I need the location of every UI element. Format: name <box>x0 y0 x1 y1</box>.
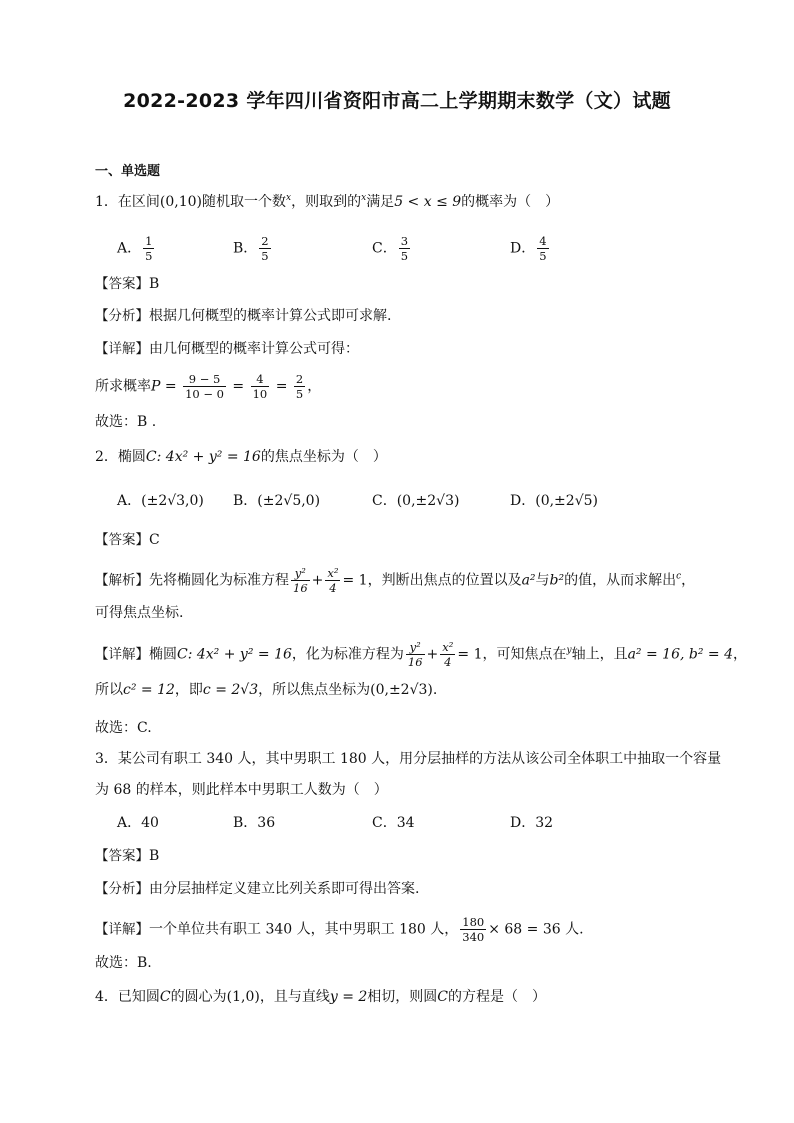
math-var: P <box>151 378 161 395</box>
choose-line <box>95 412 156 432</box>
fraction <box>440 640 455 669</box>
answer-line <box>95 846 159 866</box>
choose-value: B. <box>137 955 152 971</box>
denominator: 4 <box>329 581 337 595</box>
detail-line: 【详解】椭圆C: 4x² + y² = 16，化为标准方程为 $\frac{\text{y²}}{16}$ + $\frac{\text{x²}}{4}$ = 1，可知焦点在$^y$轴上，且a² = 16, b² = 4， <box>95 640 747 669</box>
question-text: 为 68 的样本，则此样本中男职工人数为（ ） <box>95 782 388 798</box>
denominator: 5 <box>539 249 547 263</box>
fraction <box>143 234 154 263</box>
option-c <box>372 813 415 833</box>
detail-label: 【详解】 <box>95 646 149 663</box>
math-var: C <box>159 989 171 1005</box>
math-var: x <box>361 193 367 203</box>
fraction <box>460 915 486 944</box>
analysis-text: 与 <box>535 572 550 589</box>
choose-line <box>95 718 152 738</box>
fraction <box>399 234 410 263</box>
option-letter: C． <box>372 815 397 831</box>
detail-text: 椭圆 <box>149 646 177 663</box>
question-number: 2． <box>95 449 118 465</box>
choose-label: 故选： <box>95 414 137 430</box>
option-value: (±2√3,0) <box>141 493 204 509</box>
question-text: 的圆心为 <box>170 989 227 1005</box>
question-text: 的焦点坐标为（ ） <box>260 449 387 465</box>
math-var: x <box>286 193 292 203</box>
fraction <box>406 640 425 669</box>
option-value: 40 <box>141 815 159 831</box>
answer-value: B <box>149 276 160 292</box>
fraction <box>251 372 270 401</box>
question-text: 满足 <box>366 194 395 210</box>
answer-label: 【答案】 <box>95 276 149 292</box>
math-point: (1,0) <box>226 989 260 1005</box>
fraction <box>259 234 270 263</box>
question-text: 某公司有职工 340 人，其中男职工 180 人，用分层抽样的方法从该公司全体职工中抽取一个容量 <box>117 751 722 767</box>
choose-label: 故选： <box>95 955 137 971</box>
numerator: 2 <box>261 234 269 248</box>
question-text: 椭圆 <box>117 449 146 465</box>
detail-text: ，可知焦点在 <box>482 646 567 663</box>
analysis-label: 【分析】 <box>95 308 149 324</box>
math-equation: C: 4x² + y² = 16 <box>177 646 292 663</box>
question-2 <box>95 447 387 467</box>
question-1 <box>95 192 559 212</box>
numerator: 9 − 5 <box>183 372 226 387</box>
denominator: 16 <box>407 655 423 669</box>
fraction <box>325 566 340 595</box>
option-letter: C． <box>372 493 397 509</box>
analysis-text: 的值，从而求解出 <box>564 572 677 589</box>
math-equation: c = 2√3 <box>202 682 259 698</box>
question-text: 已知圆 <box>117 989 160 1005</box>
probability-formula: 所求概率P = $\frac{9 - 5}{10 - 0}$ = $\frac{4}{10}$ = $\frac{2}{5}$ ， <box>95 372 322 401</box>
numerator: y² <box>291 566 310 581</box>
detail-label: 【详解】 <box>95 341 149 357</box>
math-var: b² <box>549 572 565 589</box>
analysis-line: 【解析】先将椭圆化为标准方程 $\frac{\text{y²}}{16}$ + $\frac{\text{x²}}{4}$ = 1，判断出焦点的位置以及a²与b²的值，从而求解出$^c$， <box>95 566 696 595</box>
option-value: 32 <box>535 815 554 831</box>
option-a <box>117 234 156 263</box>
option-letter: A． <box>117 815 142 831</box>
choose-label: 故选： <box>95 720 137 736</box>
question-text: 的方程是（ ） <box>448 989 547 1005</box>
answer-value: B <box>149 848 160 864</box>
numerator: y² <box>406 640 425 655</box>
numerator: 4 <box>539 234 547 248</box>
option-letter: A． <box>117 240 142 257</box>
answer-label: 【答案】 <box>95 848 149 864</box>
answer-line <box>95 530 160 550</box>
numerator: x² <box>327 566 339 580</box>
option-c <box>372 491 459 511</box>
option-d <box>510 491 598 511</box>
numerator: 2 <box>295 372 304 386</box>
detail-line <box>95 915 584 944</box>
math-equation: a² = 16, b² = 4 <box>627 646 733 663</box>
answer-value: C <box>149 532 160 548</box>
option-letter: D． <box>510 815 536 831</box>
option-letter: D． <box>510 493 536 509</box>
option-value: (±2√5,0) <box>257 493 321 509</box>
denominator: 340 <box>462 930 485 944</box>
answer-label: 【答案】 <box>95 532 149 548</box>
math-equation: (0,±2√3) <box>370 682 433 698</box>
fraction <box>291 566 310 595</box>
analysis-label: 【分析】 <box>95 881 149 897</box>
analysis-line <box>95 879 419 899</box>
denominator: 16 <box>293 581 308 595</box>
option-letter: B． <box>233 815 258 831</box>
option-letter: B． <box>233 493 258 509</box>
option-letter: C． <box>372 240 397 257</box>
question-3 <box>95 749 721 769</box>
option-value: (0,±2√3) <box>396 493 460 509</box>
fraction <box>183 372 226 401</box>
question-text: ，且与直线 <box>259 989 330 1005</box>
analysis-text: ，判断出焦点的位置以及 <box>367 572 522 589</box>
denominator: 10 − 0 <box>185 387 224 401</box>
math-interval: (0,10) <box>159 194 203 210</box>
option-a <box>117 491 204 511</box>
denominator: 10 <box>252 387 268 401</box>
denominator: 5 <box>145 249 153 263</box>
question-number: 1． <box>95 194 118 210</box>
question-text: 相切，则圆 <box>367 989 438 1005</box>
answer-line <box>95 274 159 294</box>
option-value: 36 <box>257 815 276 831</box>
question-text: 的概率为（ ） <box>461 194 560 210</box>
detail-line <box>95 339 359 359</box>
analysis-line <box>95 306 391 326</box>
analysis-text: 由分层抽样定义建立比列关系即可得出答案. <box>149 881 420 897</box>
question-text: 在区间 <box>117 194 160 210</box>
math-var: a² <box>521 572 536 589</box>
numerator: 3 <box>400 234 409 248</box>
formula-text: 所求概率 <box>95 378 151 395</box>
math-equation: y = 2 <box>329 989 368 1005</box>
fraction <box>294 372 305 401</box>
detail-text: 轴上，且 <box>571 646 628 663</box>
option-value: 34 <box>396 815 415 831</box>
math-var: c <box>676 571 682 582</box>
option-d <box>510 234 551 263</box>
math-var: C <box>437 989 449 1005</box>
denominator: 5 <box>295 387 304 401</box>
option-b <box>233 491 320 511</box>
detail-text: ，化为标准方程为 <box>291 646 404 663</box>
option-letter: D． <box>510 240 536 257</box>
detail-text: 所以 <box>95 682 123 698</box>
analysis-text: 可得焦点坐标. <box>95 605 184 621</box>
option-letter: B． <box>233 240 258 257</box>
question-3-line-2 <box>95 780 388 800</box>
math-condition: 5 < x ≤ 9 <box>394 194 462 210</box>
numerator: 180 <box>462 915 485 929</box>
detail-line-2: 所以c² = 12，即c = 2√3，所以焦点坐标为(0,±2√3). <box>95 682 438 698</box>
option-letter: A． <box>117 493 142 509</box>
detail-text: ，即 <box>174 682 203 698</box>
analysis-label: 【解析】 <box>95 572 149 589</box>
analysis-text: 先将椭圆化为标准方程 <box>149 572 289 589</box>
fraction <box>537 234 548 263</box>
option-c <box>372 234 412 263</box>
option-d <box>510 813 553 833</box>
denominator: 5 <box>400 249 409 263</box>
analysis-line-2 <box>95 603 183 623</box>
option-b <box>233 234 273 263</box>
math-var: y <box>566 645 572 656</box>
detail-text: 一个单位共有职工 340 人，其中男职工 180 人， <box>149 921 459 938</box>
math-equation: C: 4x² + y² = 16 <box>145 449 261 465</box>
detail-text: × 68 = 36 人. <box>488 921 584 938</box>
denominator: 4 <box>444 655 452 669</box>
document-title: 2022-2023 学年四川省资阳市高二上学期期末数学（文）试题 <box>123 90 671 112</box>
question-number: 3． <box>95 751 118 767</box>
option-value: (0,±2√5) <box>535 493 598 509</box>
question-4 <box>95 987 546 1007</box>
analysis-text: 根据几何概型的概率计算公式即可求解. <box>149 308 392 324</box>
numerator: 4 <box>251 372 270 387</box>
numerator: x² <box>442 640 454 654</box>
choose-value: C. <box>137 720 152 736</box>
detail-label: 【详解】 <box>95 921 149 938</box>
choose-line <box>95 953 152 973</box>
option-b <box>233 813 275 833</box>
numerator: 1 <box>145 234 153 248</box>
detail-text: 由几何概型的概率计算公式可得： <box>149 341 359 357</box>
detail-text: ，所以焦点坐标为 <box>258 682 371 698</box>
math-equation: c² = 12 <box>123 682 175 698</box>
section-heading: 一、单选题 <box>95 164 161 179</box>
question-number: 4． <box>95 989 118 1005</box>
option-a <box>117 813 159 833</box>
denominator: 5 <box>261 249 269 263</box>
question-text: ，则取到的 <box>291 194 362 210</box>
question-text: 随机取一个数 <box>202 194 287 210</box>
choose-value: B . <box>137 414 157 430</box>
